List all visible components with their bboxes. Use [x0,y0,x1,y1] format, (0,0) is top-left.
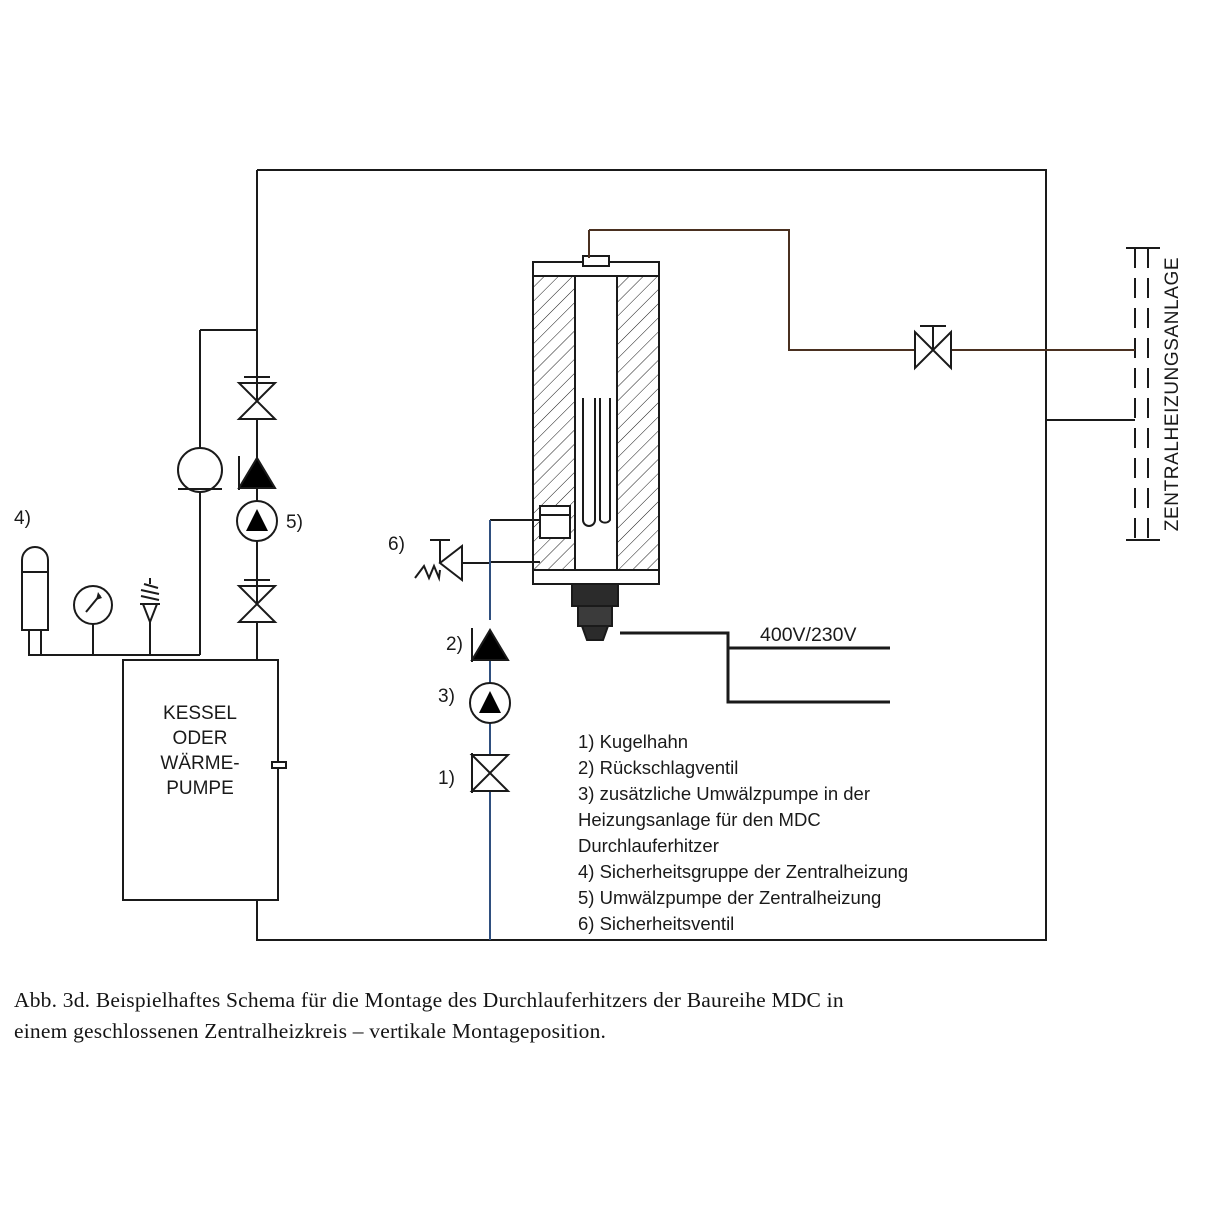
central-heating-label: ZENTRALHEIZUNGSANLAGE [1162,256,1183,532]
legend-item-3-cont-2: Durchlauferhitzer [578,835,719,856]
safety-valve-6-assembly [415,520,540,580]
marker-1-label: 1) [438,768,455,789]
marker-4-label: 4) [14,508,31,529]
boiler-label-line2: ODER [172,728,228,749]
check-valve-2-icon [472,628,508,662]
safety-group-assembly [22,547,200,655]
central-heating-connection [1126,248,1160,540]
marker-2-label: 2) [446,634,463,655]
caption-line-1: Abb. 3d. Beispielhaftes Schema für die Montage des Durchlauferhitzers der Baureihe MDC in [14,988,844,1012]
boiler-label-line3: WÄRME- [160,753,240,774]
legend-item-2: 2) Rückschlagventil [578,757,739,778]
supply-pipe-top-right [589,230,1135,350]
legend-item-1: 1) Kugelhahn [578,731,689,752]
legend-item-3: 3) zusätzliche Umwälzpumpe in der [578,783,871,804]
mdc-heater-unit [533,230,659,640]
voltage-label: 400V/230V [760,624,857,646]
boiler-return-pipe [200,330,257,660]
marker-5-label: 5) [286,512,303,533]
marker-3-label: 3) [438,686,455,707]
ball-valve-icon-top-right [915,326,951,368]
pump-5-icon [237,501,277,541]
ball-valve-icon-left-lower [239,580,275,622]
gauge-icon-left-pipe [178,448,222,492]
figure-caption [14,985,1200,1047]
legend-item-5: 5) Umwälzpumpe der Zentralheizung [578,887,882,908]
check-valve-icon-left [239,456,275,490]
caption-line-2: einem geschlossenen Zentralheizkreis – vertikale Montageposition. [14,1019,607,1043]
legend-item-3-cont-1: Heizungsanlage für den MDC [578,809,821,830]
boiler-label-line4: PUMPE [166,778,234,799]
legend-list [578,731,908,934]
boiler-label-line1: KESSEL [163,703,237,724]
ball-valve-icon-left-upper [239,377,275,419]
ball-valve-1-icon [472,753,508,793]
legend-item-4: 4) Sicherheitsgruppe der Zentralheizung [578,861,909,882]
legend-item-6: 6) Sicherheitsventil [578,913,735,934]
marker-6-label: 6) [388,534,405,555]
pump-3-icon [470,683,510,723]
